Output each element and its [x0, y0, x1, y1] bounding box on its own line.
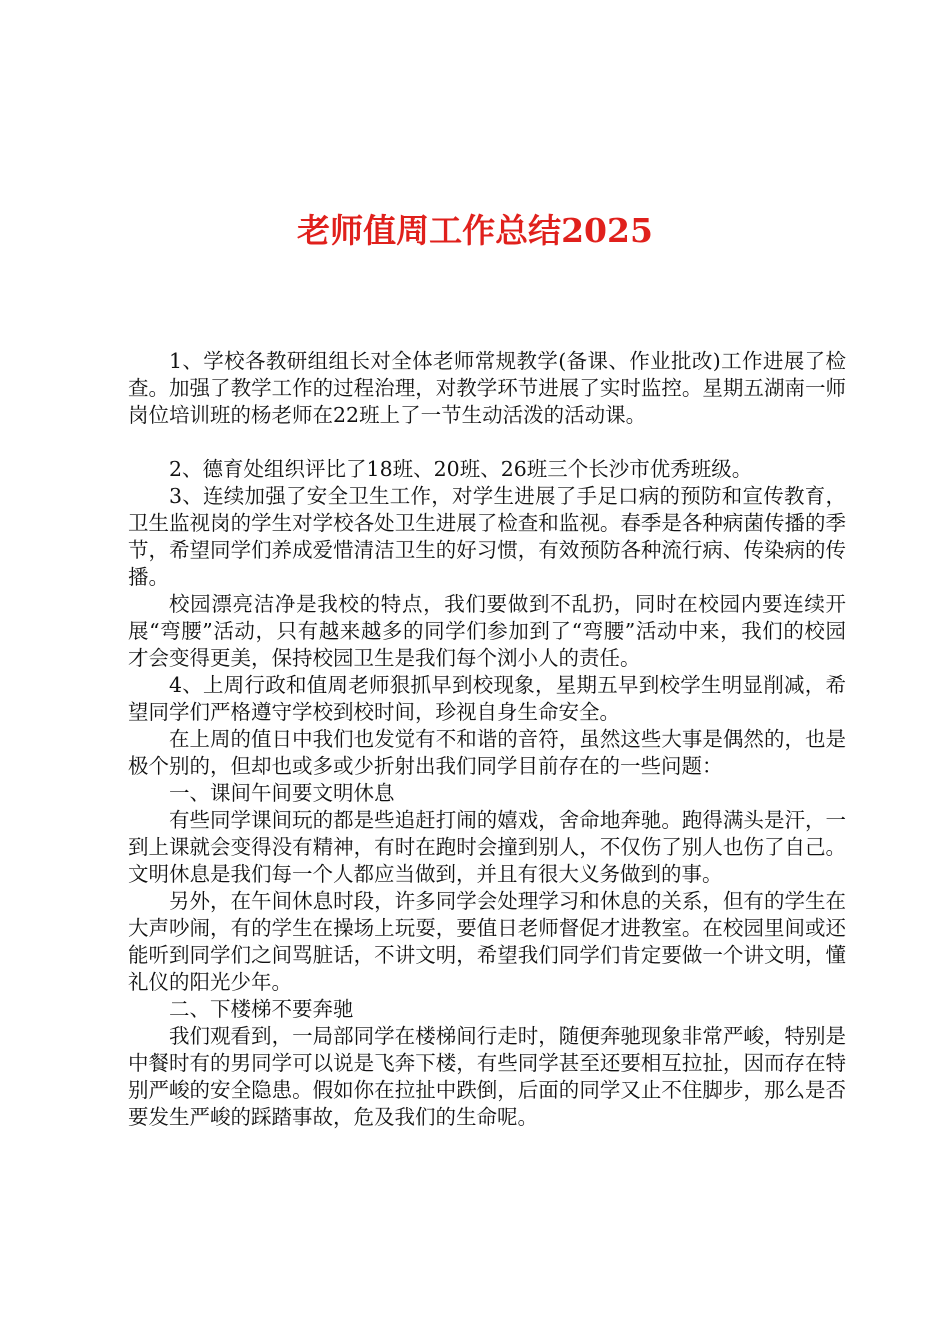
paragraph-2: 2、德育处组织评比了18班、20班、26班三个长沙市优秀班级。: [169, 457, 753, 481]
document-title: 老师值周工作总结2025: [297, 211, 653, 250]
paragraph-5: 4、上周行政和值周老师狠抓早到校现象，星期五早到校学生明显削减，希望同学们严格遵守学校到校时间，珍视自身生命安全。: [128, 673, 846, 724]
paragraph-8: 另外，在午间休息时段，许多同学会处理学习和休息的关系，但有的学生在大声吵闹，有的学生在操场上玩耍，要值日老师督促才进教室。在校园里间或还能听到同学们之间骂脏话，不讲文明，希望我们同学们肯定要做一个讲文明，懂礼仪的阳光少年。: [128, 889, 846, 994]
paragraph-4: 校园漂亮洁净是我校的特点，我们要做到不乱扔，同时在校园内要连续开展“弯腰”活动，只有越来越多的同学们参加到了“弯腰”活动中来，我们的校园才会变得更美，保持校园卫生是我们每个浏小人的责任。: [128, 592, 846, 670]
paragraph-6: 在上周的值日中我们也发觉有不和谐的音符，虽然这些大事是偶然的，也是极个别的，但却也或多或少折射出我们同学目前存在的一些问题：: [128, 727, 846, 778]
document-body: [128, 348, 846, 1131]
section-heading-1: 一、课间午间要文明休息: [169, 781, 395, 805]
paragraph-1: 1、学校各教研组组长对全体老师常规教学(备课、作业批改)工作进展了检查。加强了教学工作的过程治理，对教学环节进展了实时监控。星期五湖南一师岗位培训班的杨老师在22班上了一节生动活泼的活动课。: [128, 349, 846, 427]
paragraph-3: 3、连续加强了安全卫生工作，对学生进展了手足口病的预防和宣传教育，卫生监视岗的学生对学校各处卫生进展了检查和监视。春季是各种病菌传播的季节，希望同学们养成爱惜清洁卫生的好习惯，有效预防各种流行病、传染病的传播。: [128, 484, 846, 589]
section-heading-2: 二、下楼梯不要奔驰: [169, 997, 354, 1021]
paragraph-7: 有些同学课间玩的都是些追赶打闹的嬉戏，舍命地奔驰。跑得满头是汗，一到上课就会变得没有精神，有时在跑时会撞到别人，不仅伤了别人也伤了自己。文明休息是我们每一个人都应当做到，并且有很大义务做到的事。: [128, 808, 846, 886]
paragraph-9: 我们观看到，一局部同学在楼梯间行走时，随便奔驰现象非常严峻，特别是中餐时有的男同学可以说是飞奔下楼，有些同学甚至还要相互拉扯，因而存在特别严峻的安全隐患。假如你在拉扯中跌倒，后面的同学又止不住脚步，那么是否要发生严峻的踩踏事故，危及我们的生命呢。: [128, 1024, 846, 1129]
